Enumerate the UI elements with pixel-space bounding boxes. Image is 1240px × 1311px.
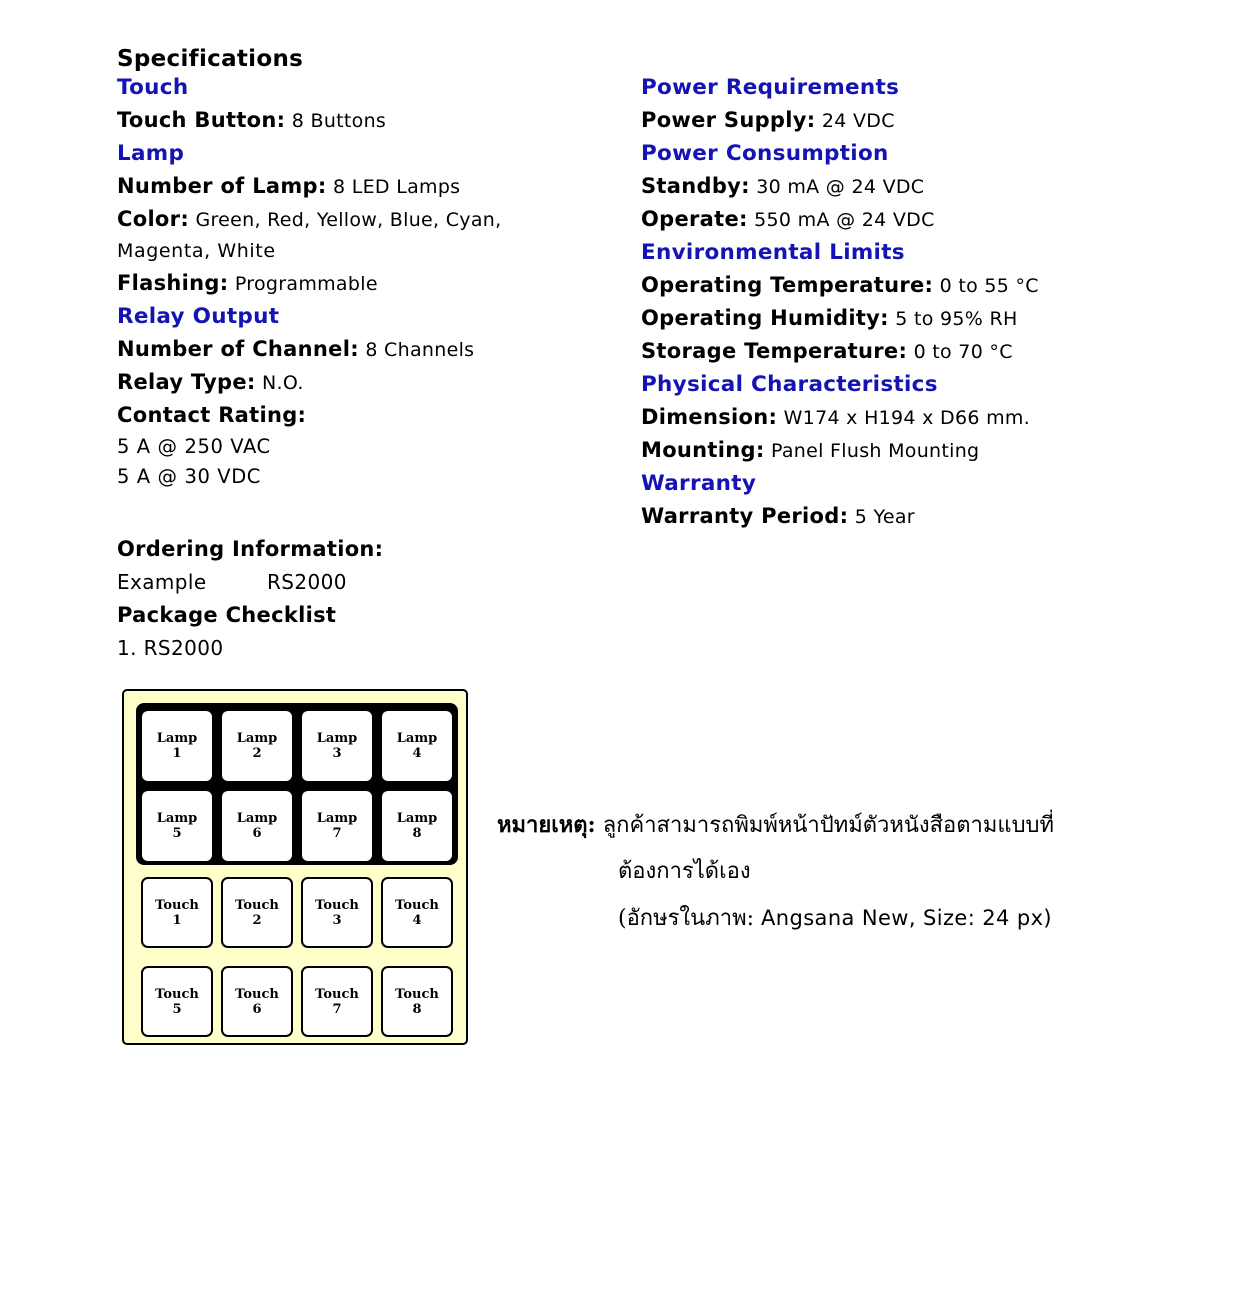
power-supply-value: 24 VDC xyxy=(821,110,895,132)
st-temp-value: 0 to 70 °C xyxy=(913,341,1013,363)
lamp-key-label: Lamp xyxy=(316,731,358,746)
touch-key-number: 8 xyxy=(412,1001,422,1017)
note-text-1: ลูกค้าสามารถพิมพ์หน้าปัทม์ตัวหนังสือตามแบบที่ xyxy=(602,813,1055,838)
lamp-key xyxy=(222,711,292,781)
relay-rating-value: 5 A @ 250 VAC xyxy=(117,435,271,458)
touch-key-label: Touch xyxy=(395,897,439,913)
warranty-value: 5 Year xyxy=(854,506,915,528)
touch-key-label: Touch xyxy=(315,986,359,1002)
mounting-value: Panel Flush Mounting xyxy=(770,440,980,462)
operate-label: Operate: xyxy=(641,207,748,231)
operate-row xyxy=(641,203,1039,236)
dimension-row xyxy=(641,401,1039,434)
relay-channel-label: Number of Channel: xyxy=(117,337,359,361)
op-temp-row xyxy=(641,269,1039,302)
op-humidity-label: Operating Humidity: xyxy=(641,306,889,330)
touch-key-number: 6 xyxy=(252,1001,262,1017)
note-line-2: ต้องการได้เอง xyxy=(618,859,751,884)
lamp-key-label: Lamp xyxy=(156,811,198,826)
package-item: 1. RS2000 xyxy=(117,636,224,660)
relay-rating-row xyxy=(117,399,501,432)
power-supply-label: Power Supply: xyxy=(641,108,816,132)
ordering-example-row xyxy=(117,566,383,599)
physical-heading: Physical Characteristics xyxy=(641,372,938,397)
touch-key xyxy=(301,966,373,1037)
environment-heading: Environmental Limits xyxy=(641,240,905,265)
touch-button-value: 8 Buttons xyxy=(291,110,387,132)
touch-key xyxy=(381,877,453,948)
lamp-key-number: 2 xyxy=(252,746,262,761)
relay-rating-label: Contact Rating: xyxy=(117,403,307,427)
note-line-3 xyxy=(497,895,1054,942)
touch-key xyxy=(141,877,213,948)
relay-type-value: N.O. xyxy=(262,372,304,394)
lamp-key-label: Lamp xyxy=(236,811,278,826)
warranty-label: Warranty Period: xyxy=(641,504,849,528)
touch-button-label: Touch Button: xyxy=(117,108,286,132)
relay-type-label: Relay Type: xyxy=(117,370,256,394)
st-temp-label: Storage Temperature: xyxy=(641,339,908,363)
touch-button-row xyxy=(117,104,501,137)
op-humidity-row xyxy=(641,302,1039,335)
lamp-number-value: 8 LED Lamps xyxy=(333,176,461,198)
lamp-key-number: 7 xyxy=(332,826,342,841)
lamp-key-label: Lamp xyxy=(396,811,438,826)
touch-key-number: 1 xyxy=(172,912,182,928)
lamp-color-row xyxy=(117,203,501,236)
op-temp-value: 0 to 55 °C xyxy=(939,275,1039,297)
touch-key-label: Touch xyxy=(235,897,279,913)
op-humidity-value: 5 to 95% RH xyxy=(895,308,1018,330)
lamp-key-number: 1 xyxy=(172,746,182,761)
ordering-heading: Ordering Information: xyxy=(117,537,384,561)
lamp-key xyxy=(302,791,372,861)
note-block xyxy=(497,802,1054,942)
st-temp-row xyxy=(641,335,1039,368)
touch-key-label: Touch xyxy=(395,986,439,1002)
lamp-key-label: Lamp xyxy=(316,811,358,826)
mounting-row xyxy=(641,434,1039,467)
lamp-flashing-value: Programmable xyxy=(234,273,378,295)
relay-rating-value: 5 A @ 30 VDC xyxy=(117,465,262,488)
lamp-color-value-cont: Magenta, White xyxy=(117,240,276,262)
lamp-key-label: Lamp xyxy=(396,731,438,746)
power-requirements-heading: Power Requirements xyxy=(641,75,900,100)
package-heading: Package Checklist xyxy=(117,603,337,627)
power-supply-row xyxy=(641,104,1039,137)
power-consumption-heading: Power Consumption xyxy=(641,141,889,166)
relay-channel-row xyxy=(117,333,501,366)
operate-value: 550 mA @ 24 VDC xyxy=(754,209,935,231)
touch-key-number: 7 xyxy=(332,1001,342,1017)
standby-label: Standby: xyxy=(641,174,750,198)
standby-value: 30 mA @ 24 VDC xyxy=(756,176,925,198)
lamp-block xyxy=(136,703,458,865)
right-spec-column xyxy=(641,71,1039,533)
lamp-key-label: Lamp xyxy=(156,731,198,746)
touch-key-label: Touch xyxy=(155,986,199,1002)
lamp-key xyxy=(222,791,292,861)
ordering-example-label: Example xyxy=(117,570,207,594)
relay-heading: Relay Output xyxy=(117,304,280,329)
warranty-heading: Warranty xyxy=(641,471,757,496)
lamp-key xyxy=(382,791,452,861)
touch-key-label: Touch xyxy=(155,897,199,913)
op-temp-label: Operating Temperature: xyxy=(641,273,934,297)
lamp-color-label: Color: xyxy=(117,207,190,231)
note-font-suffix: Angsana New, Size: 24 px) xyxy=(761,906,1053,930)
note-line-1 xyxy=(497,802,1054,849)
touch-key-number: 4 xyxy=(412,912,422,928)
lamp-flashing-label: Flashing: xyxy=(117,271,229,295)
warranty-row xyxy=(641,500,1039,533)
lamp-key xyxy=(142,711,212,781)
note-font-prefix: (อักษรในภาพ: xyxy=(618,906,754,931)
lamp-key xyxy=(302,711,372,781)
lamp-key xyxy=(382,711,452,781)
touch-key xyxy=(221,966,293,1037)
lamp-color-value: Green, Red, Yellow, Blue, Cyan, xyxy=(195,209,502,231)
page-title: Specifications xyxy=(117,46,304,72)
lamp-number-label: Number of Lamp: xyxy=(117,174,327,198)
touch-key-number: 3 xyxy=(332,912,342,928)
lamp-number-row xyxy=(117,170,501,203)
touch-key-label: Touch xyxy=(315,897,359,913)
control-panel-diagram xyxy=(122,689,468,1045)
touch-key xyxy=(301,877,373,948)
touch-heading: Touch xyxy=(117,75,189,100)
standby-row xyxy=(641,170,1039,203)
relay-channel-value: 8 Channels xyxy=(365,339,475,361)
left-spec-column xyxy=(117,71,501,492)
dimension-value: W174 x H194 x D66 mm. xyxy=(783,407,1031,429)
touch-key xyxy=(381,966,453,1037)
ordering-section xyxy=(117,533,383,665)
dimension-label: Dimension: xyxy=(641,405,778,429)
touch-key-number: 5 xyxy=(172,1001,182,1017)
touch-key-number: 2 xyxy=(252,912,262,928)
lamp-key-number: 6 xyxy=(252,826,262,841)
note-label: หมายเหตุ: xyxy=(497,812,596,838)
mounting-label: Mounting: xyxy=(641,438,765,462)
lamp-key xyxy=(142,791,212,861)
lamp-key-number: 3 xyxy=(332,746,342,761)
lamp-key-number: 5 xyxy=(172,826,182,841)
lamp-flashing-row xyxy=(117,267,501,300)
relay-type-row xyxy=(117,366,501,399)
lamp-key-label: Lamp xyxy=(236,731,278,746)
ordering-example-value: RS2000 xyxy=(267,570,347,594)
touch-key xyxy=(141,966,213,1037)
touch-key-label: Touch xyxy=(235,986,279,1002)
touch-key xyxy=(221,877,293,948)
lamp-key-number: 8 xyxy=(412,826,422,841)
lamp-key-number: 4 xyxy=(412,746,422,761)
lamp-heading: Lamp xyxy=(117,141,185,166)
